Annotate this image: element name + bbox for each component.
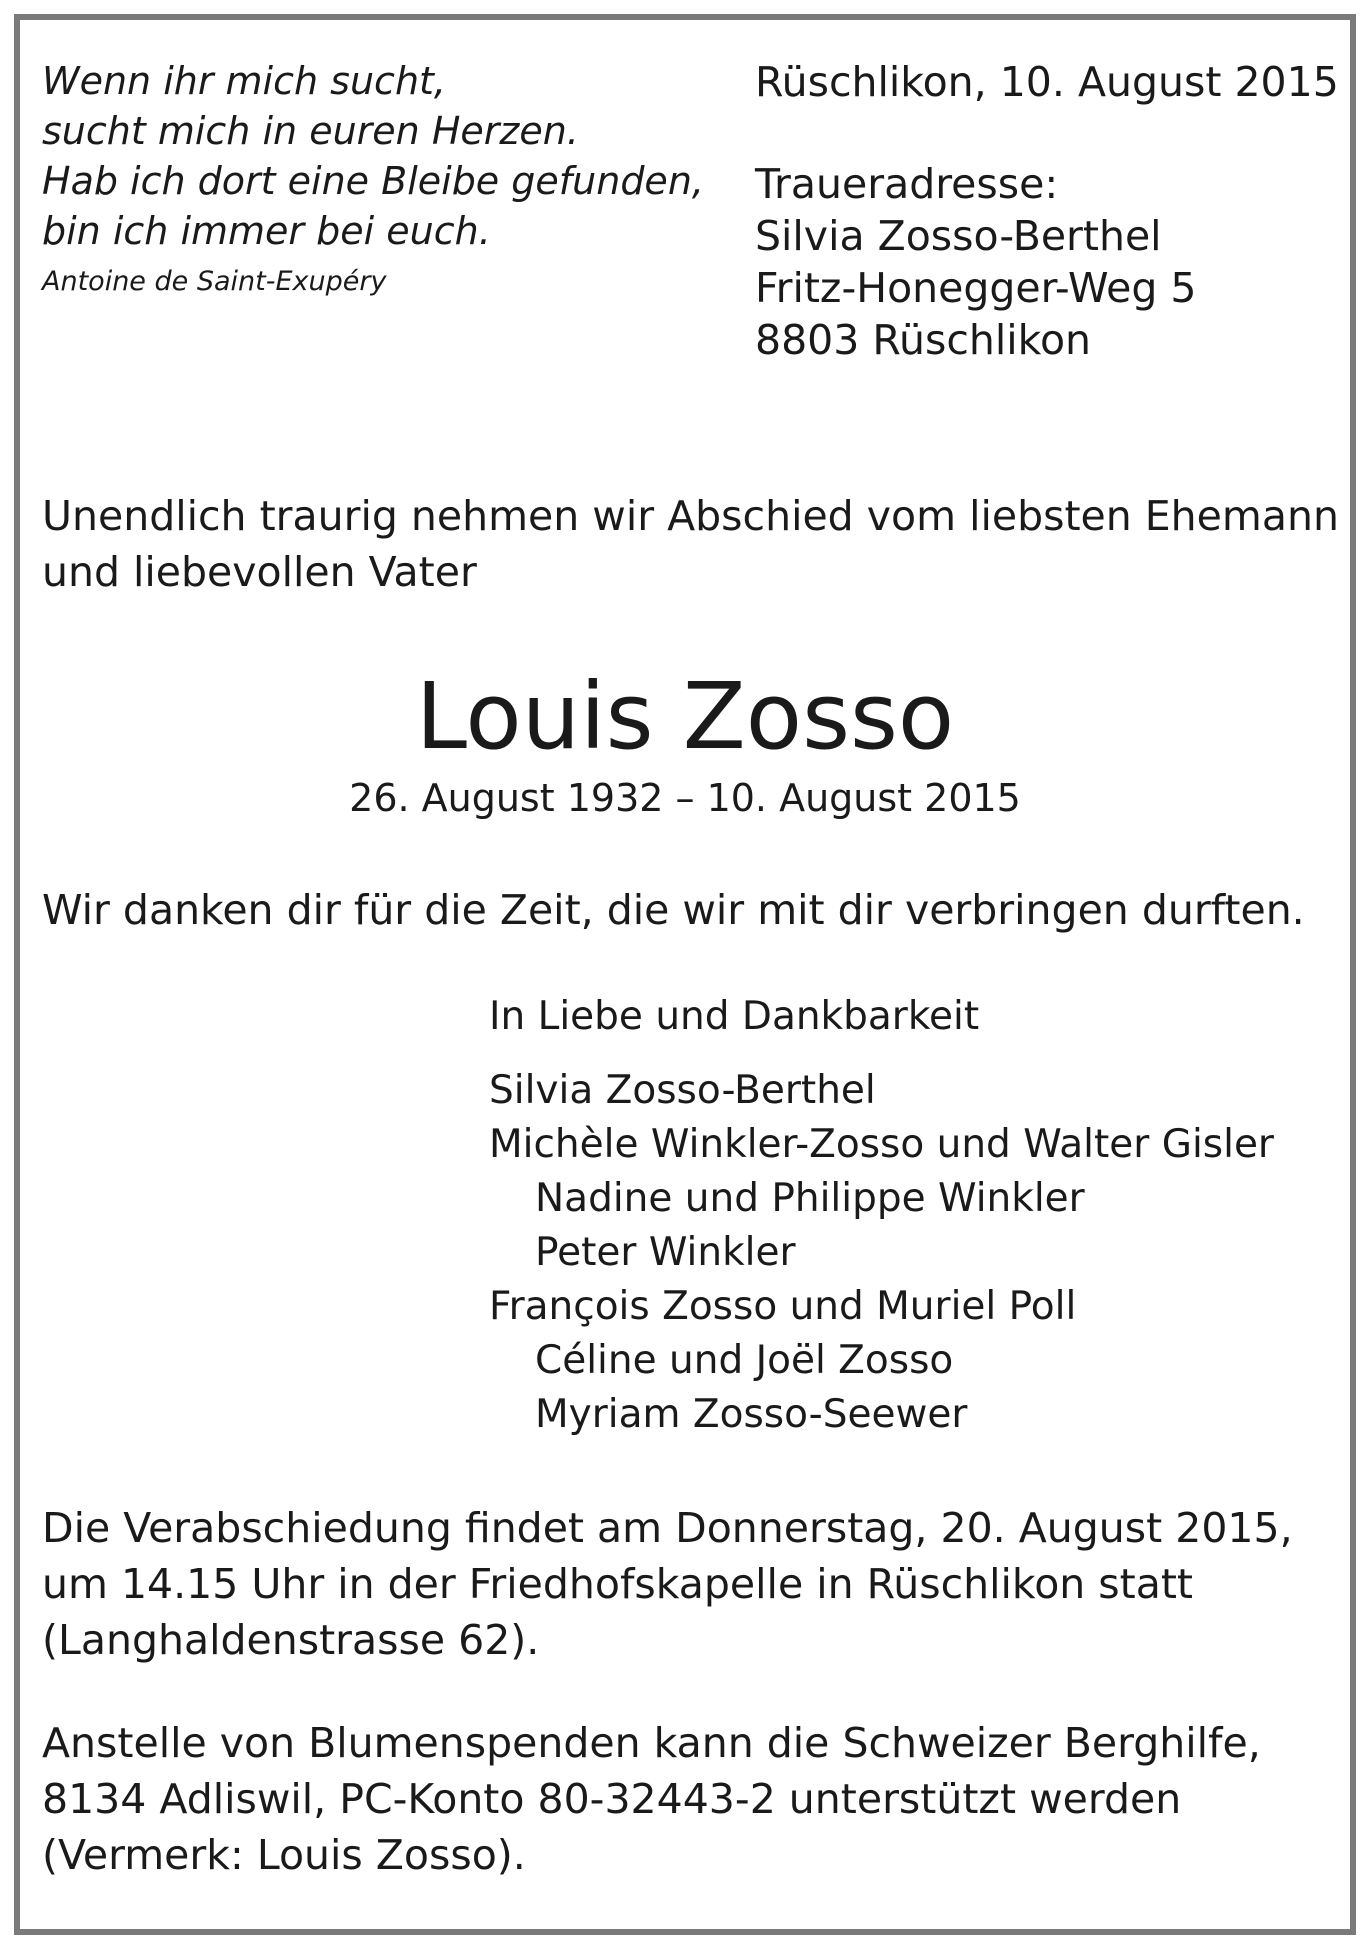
signature-name: Peter Winkler [535, 1230, 796, 1275]
address-label: Traueradresse: [755, 160, 1059, 208]
signature-name: Silvia Zosso-Berthel [489, 1068, 876, 1113]
deceased-dates: 26. August 1932 – 10. August 2015 [349, 776, 1021, 820]
header-block [755, 56, 1339, 366]
thanks-line: Wir danken dir für die Zeit, die wir mit dir verbringen durften. [42, 886, 1305, 934]
ceremony-line: um 14.15 Uhr in der Friedhofskapelle in Rüschlikon statt [42, 1560, 1194, 1608]
donation-text [42, 1715, 1261, 1883]
signature-name: François Zosso und Muriel Poll [489, 1284, 1077, 1329]
donation-line: Anstelle von Blumenspenden kann die Schweizer Berghilfe, [42, 1719, 1261, 1767]
quote-line: Wenn ihr mich sucht, [42, 59, 447, 103]
signature-heading: In Liebe und Dankbarkeit [489, 994, 980, 1039]
quote-line: sucht mich in euren Herzen. [42, 109, 579, 153]
quote-block [42, 56, 704, 300]
signature-name: Michèle Winkler-Zosso und Walter Gisler [489, 1122, 1274, 1167]
place-date: Rüschlikon, 10. August 2015 [755, 58, 1339, 106]
donation-line: (Vermerk: Louis Zosso). [42, 1831, 526, 1879]
donation-line: 8134 Adliswil, PC-Konto 80-32443-2 unterstützt werden [42, 1775, 1182, 1823]
intro-line: und liebevollen Vater [42, 548, 477, 596]
address-line: 8803 Rüschlikon [755, 316, 1092, 364]
address-line: Fritz-Honegger-Weg 5 [755, 264, 1197, 312]
deceased-name: Louis Zosso [415, 663, 955, 770]
ceremony-text [42, 1500, 1293, 1668]
intro-line: Unendlich traurig nehmen wir Abschied vom liebsten Ehemann [42, 492, 1339, 540]
quote-line: Hab ich dort eine Bleibe gefunden, [42, 159, 704, 203]
quote-line: bin ich immer bei euch. [42, 209, 491, 253]
quote-author: Antoine de Saint-Exupéry [42, 266, 387, 297]
signature-name: Céline und Joël Zosso [535, 1338, 954, 1383]
signature-block [489, 990, 1274, 1442]
signature-name: Nadine und Philippe Winkler [535, 1176, 1085, 1221]
ceremony-line: Die Verabschiedung findet am Donnerstag, 20. August 2015, [42, 1504, 1293, 1552]
signature-name: Myriam Zosso-Seewer [535, 1392, 968, 1437]
address-line: Silvia Zosso-Berthel [755, 212, 1162, 260]
intro-text [42, 488, 1339, 600]
ceremony-line: (Langhaldenstrasse 62). [42, 1616, 540, 1664]
